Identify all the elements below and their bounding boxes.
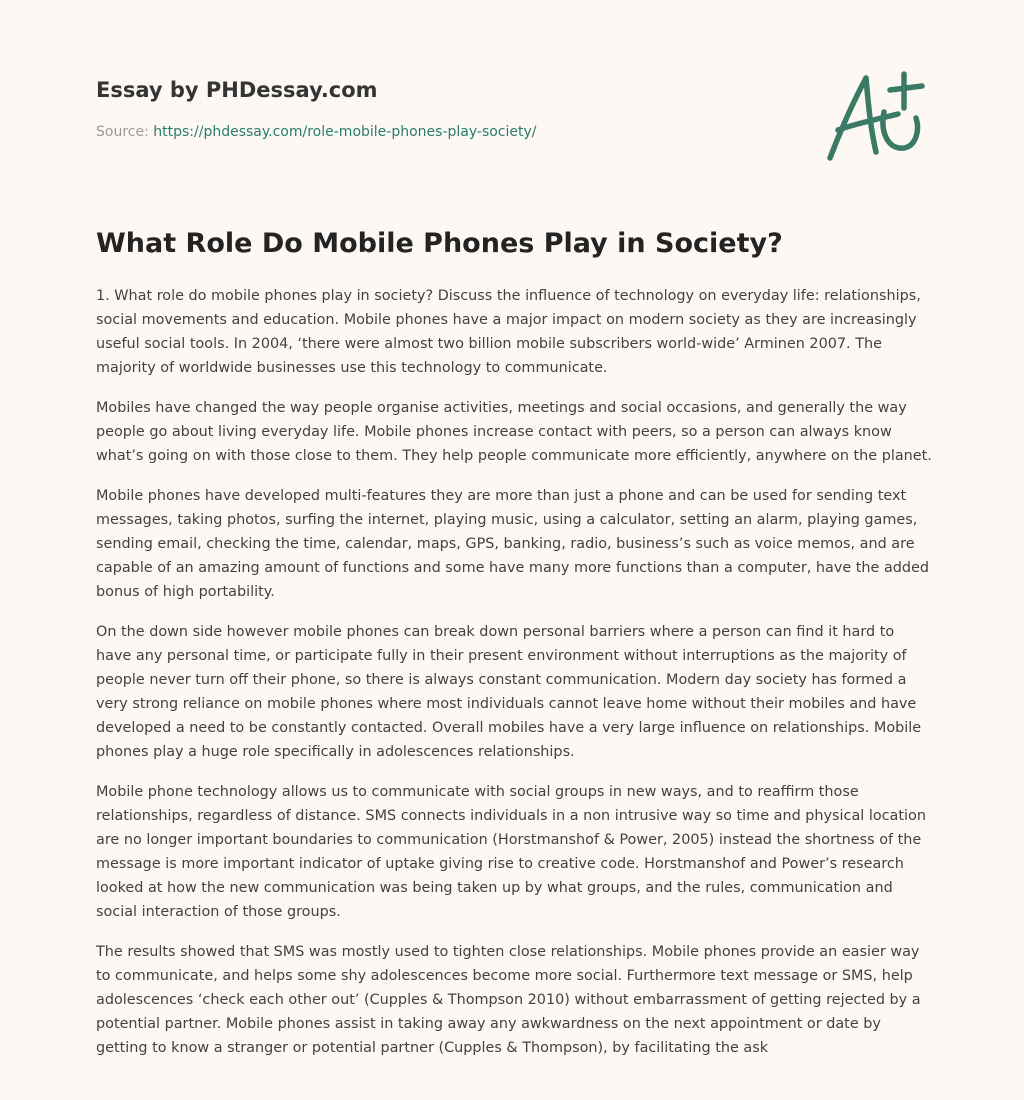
essay-paragraph: Mobile phone technology allows us to communicate with social groups in new ways, and to reaffirm those relationships, regardless of distance. SMS connects individuals in a non intrusive way so time and physical location are no longer important boundaries to communication (Horstmanshof & Power, 2005) instead the shortness of the message is more important indicator of uptake giving rise to creative code. Horstmanshof and Power’s research looked at how the new communication was being taken up by what groups, and the rules, communication and social interaction of those groups. [96,784,926,920]
essay-paragraph: Mobiles have changed the way people organise activities, meetings and social occasions, and generally the way people go about living everyday life. Mobile phones increase contact with peers, so a person can always know what’s going on with those close to them. They help people communicate more efficiently, anywhere on the planet. [96,400,932,464]
source-link[interactable]: https://phdessay.com/role-mobile-phones-play-society/ [153,124,537,140]
essay-paragraph: The results showed that SMS was mostly used to tighten close relationships. Mobile phones provide an easier way to communicate, and helps some shy adolescences become more social. Furthermore text message or SMS, help adolescences ‘check each other out’ (Cupples & Thompson 2010) without embarrassment of getting rejected by a potential partner. Mobile phones assist in taking away any awkwardness on the next appointment or date by getting to know a stranger or potential partner (Cupples & Thompson), by facilitating the ask [96,944,921,1056]
essay-paragraph: Mobile phones have developed multi-features they are more than just a phone and can be used for sending text messages, taking photos, surfing the internet, playing music, using a calculator, setting an alarm, playing games, sending email, checking the time, calendar, maps, GPS, banking, radio, business’s such as voice memos, and are capable of an amazing amount of functions and some have many more functions than a computer, have the added bonus of high portability. [96,488,930,600]
essay-paragraph: 1. What role do mobile phones play in society? Discuss the influence of technology on everyday life: relationships, social movements and education. Mobile phones have a major impact on modern society as they are increasingly useful social tools. In 2004, ‘there were almost two billion mobile subscribers world-wide’ Arminen 2007. The majority of worldwide businesses use this technology to communicate. [96,288,921,376]
source-label: Source: [96,124,149,140]
essay-paragraph: On the down side however mobile phones can break down personal barriers where a person can find it hard to have any personal time, or participate fully in their present environment without interruptions as the majority of people never turn off their phone, so there is always constant communication. Modern day society has formed a very strong reliance on mobile phones where most individuals cannot leave home without their mobiles and have developed a need to be constantly contacted. Overall mobiles have a very large influence on relationships. Mobile phones play a huge role specifically in adolescences relationships. [96,624,922,760]
source-line [96,122,816,142]
site-brand: Essay by PHDessay.com [96,78,378,102]
essay-title: What Role Do Mobile Phones Play in Society? [96,228,783,259]
site-header [96,76,816,142]
a-plus-logo-icon [818,66,930,166]
essay-body [96,284,934,1076]
